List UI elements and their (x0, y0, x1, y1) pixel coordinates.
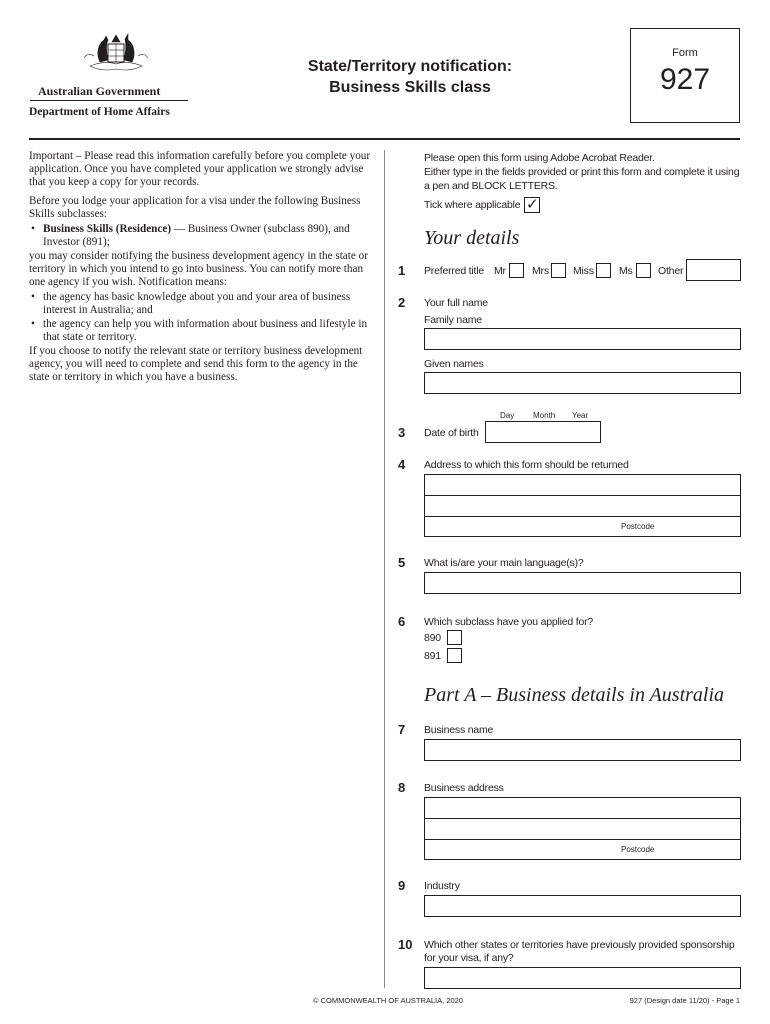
department-name: Department of Home Affairs (29, 106, 170, 118)
means-item: • the agency has basic knowledge about you and your area of business interest in Australia; and (29, 291, 374, 317)
form-title-line1: State/Territory notification: (307, 58, 513, 75)
tick-mark: ✓ (526, 195, 539, 213)
consider-paragraph: you may consider notifying the business development agency in the state or territory in which you intend to go into business. You can notify more than one agency if you wish. Notification means: (29, 250, 368, 288)
sponsorship-label-line: for your visa, if any? (424, 952, 514, 964)
question-number: 1 (398, 263, 406, 278)
tick-label: Tick where applicable (424, 199, 521, 211)
sponsorship-field[interactable] (424, 967, 741, 989)
page-footer: 927 (Design date 11/20) - Page 1 (629, 996, 740, 1005)
business-name-field[interactable] (424, 739, 741, 761)
title-option-label: Mr (494, 265, 506, 277)
dob-day-label: Day (500, 411, 515, 420)
date-of-birth-label: Date of birth (424, 427, 479, 439)
given-names-field[interactable] (424, 372, 741, 394)
full-name-label: Your full name (424, 297, 488, 309)
subclass-list (29, 223, 374, 249)
subclass-bold: Business Skills (Residence) (43, 223, 172, 235)
instructions (424, 151, 739, 193)
preferred-title-label: Preferred title (424, 265, 485, 277)
header-rule (29, 138, 740, 140)
tick-example-box (524, 197, 540, 213)
address-line-divider (425, 495, 740, 496)
address-line-divider (425, 516, 740, 517)
postcode-label: Postcode (621, 522, 655, 531)
question-number: 2 (398, 295, 406, 310)
question-number: 6 (398, 614, 406, 629)
question-number: 3 (398, 425, 406, 440)
title-other-field[interactable] (686, 259, 741, 281)
title-option-label: Miss (573, 265, 594, 277)
address-line-divider (425, 839, 740, 840)
instruction-line: Please open this form using Adobe Acrobat Reader. (424, 152, 655, 164)
sponsorship-label-line: Which other states or territories have previously provided sponsorship (424, 939, 735, 951)
form-number: 927 (659, 63, 711, 96)
part-a-heading: Part A – Business details in Australia (424, 684, 725, 706)
form-number-box (630, 28, 740, 123)
subclass-option-label: 890 (424, 632, 441, 644)
copyright-text: © COMMONWEALTH OF AUSTRALIA, 2020 (313, 996, 463, 1005)
business-address-field[interactable] (424, 797, 741, 860)
given-names-label: Given names (424, 358, 484, 370)
dob-month-label: Month (533, 411, 556, 420)
subclass-890-checkbox[interactable] (447, 630, 462, 645)
sponsorship-label (424, 939, 735, 965)
form-label: Form (672, 47, 698, 59)
column-divider (384, 150, 385, 988)
postcode-label: Postcode (621, 845, 655, 854)
address-line-divider (425, 818, 740, 819)
question-number: 10 (398, 937, 413, 952)
title-miss-checkbox[interactable] (596, 263, 611, 278)
title-ms-checkbox[interactable] (636, 263, 651, 278)
form-title-line2: Business Skills class (329, 79, 491, 96)
title-mr-checkbox[interactable] (509, 263, 524, 278)
subclass-item (29, 223, 374, 249)
title-option-label: Ms (619, 265, 633, 277)
subclass-rest: — Business Owner (subclass 890), and Investor (891); (43, 223, 350, 248)
business-name-label: Business name (424, 724, 494, 736)
family-name-field[interactable] (424, 328, 741, 350)
industry-field[interactable] (424, 895, 741, 917)
main-language-field[interactable] (424, 572, 741, 594)
important-paragraph: Important – Please read this information carefully before you complete your application. Once you have completed your application we strongly advise that you keep a copy for your records. (29, 150, 371, 188)
business-address-label: Business address (424, 782, 504, 794)
title-option-label: Mrs (532, 265, 549, 277)
instruction-line: Either type in the fields provided or print this form and complete it using (424, 166, 740, 178)
means-list (29, 291, 374, 344)
coat-of-arms-logo (70, 30, 160, 80)
your-details-heading: Your details (424, 227, 520, 249)
title-option-label: Other (658, 265, 684, 277)
instruction-line: a pen and BLOCK LETTERS. (424, 180, 558, 192)
question-number: 5 (398, 555, 406, 570)
information-text (29, 150, 374, 386)
form-title (270, 56, 550, 98)
title-mrs-checkbox[interactable] (551, 263, 566, 278)
industry-label: Industry (424, 880, 460, 892)
main-language-label: What is/are your main language(s)? (424, 557, 584, 569)
subclass-question-label: Which subclass have you applied for? (424, 616, 594, 628)
family-name-label: Family name (424, 314, 482, 326)
before-paragraph: Before you lodge your application for a visa under the following Business Skills subclasses: (29, 195, 361, 220)
question-number: 8 (398, 780, 406, 795)
return-address-field[interactable] (424, 474, 741, 537)
subclass-option-label: 891 (424, 650, 441, 662)
dob-year-label: Year (572, 411, 589, 420)
question-number: 9 (398, 878, 406, 893)
question-number: 4 (398, 457, 406, 472)
agency-name: Australian Government (38, 84, 161, 98)
agency-divider (30, 100, 188, 101)
return-address-label: Address to which this form should be returned (424, 459, 629, 471)
subclass-891-checkbox[interactable] (447, 648, 462, 663)
means-item: • the agency can help you with information about business and lifestyle in that state or territory. (29, 318, 374, 344)
date-of-birth-field[interactable] (485, 421, 601, 443)
question-number: 7 (398, 722, 406, 737)
choose-paragraph: If you choose to notify the relevant state or territory business development agency, you will need to complete and send this form to the agency in the state or territory in which you have a business. (29, 345, 363, 383)
